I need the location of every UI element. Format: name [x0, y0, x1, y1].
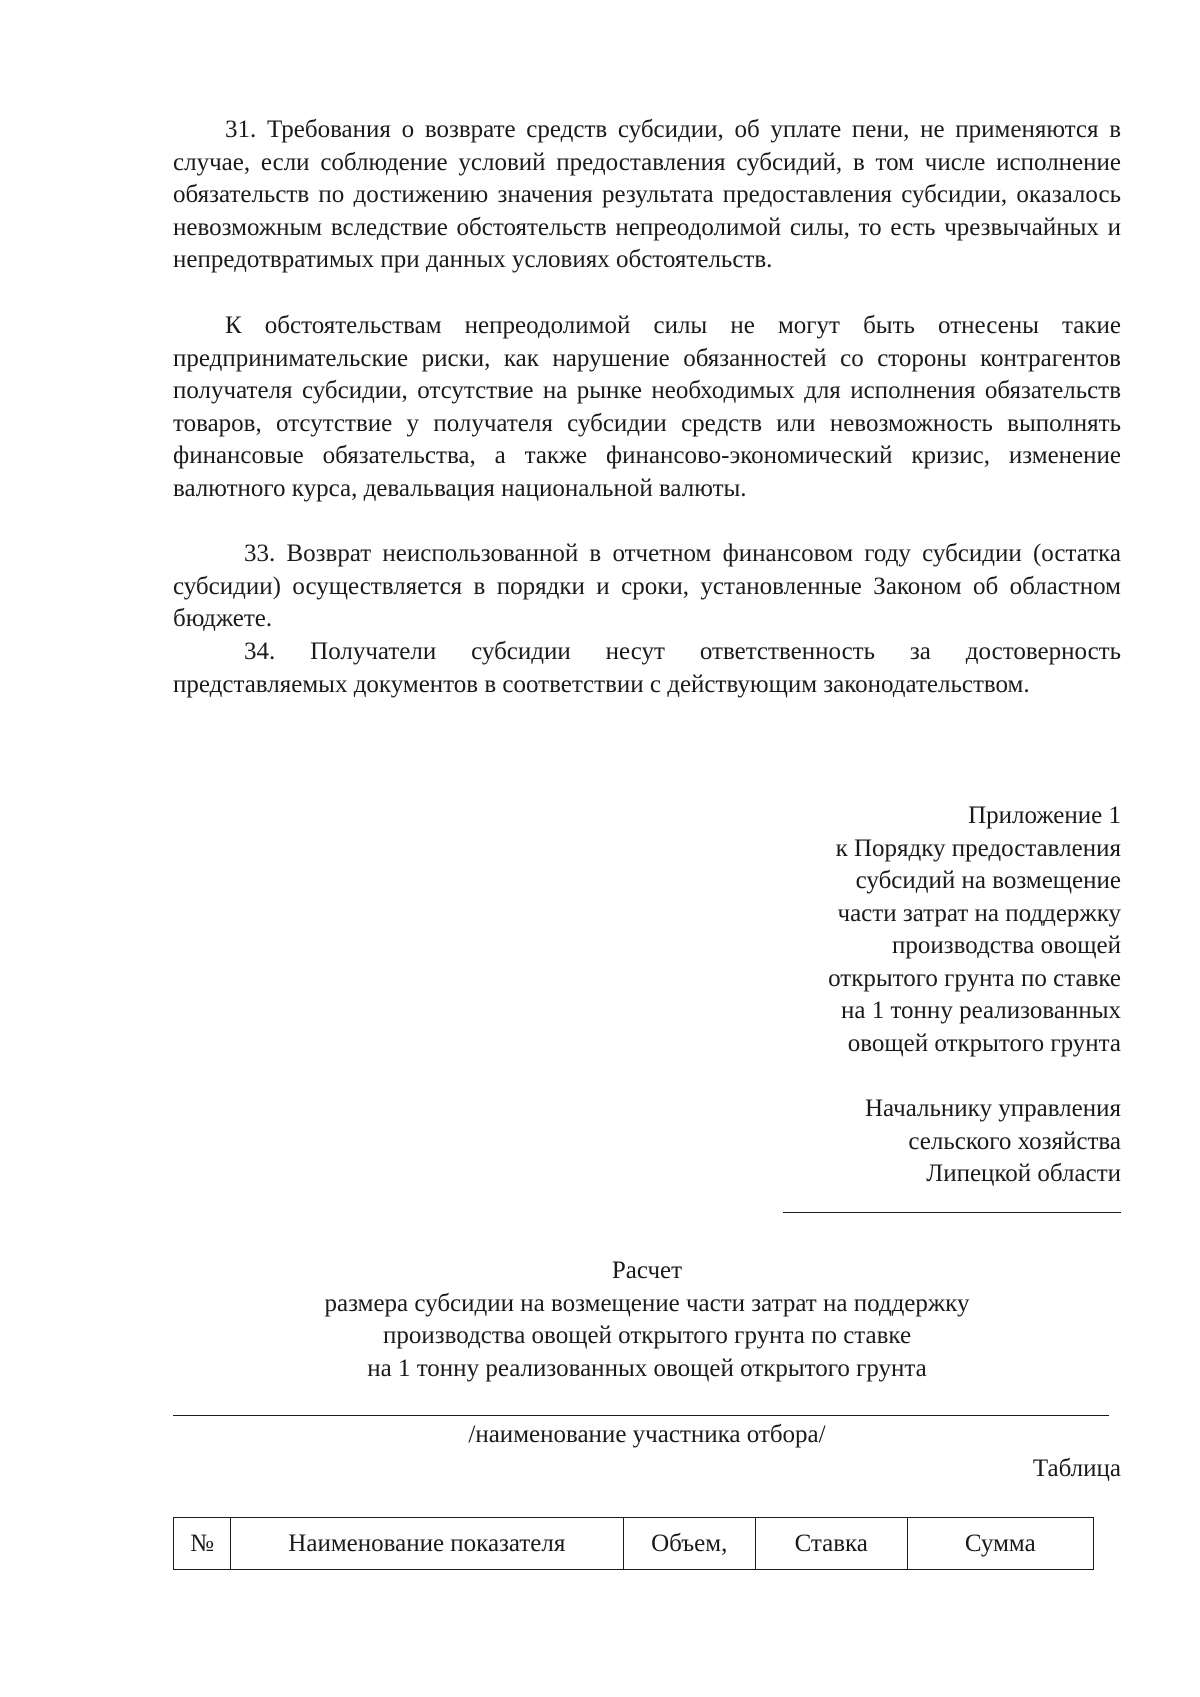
addressee-line: Начальнику управления	[865, 1095, 1121, 1122]
paragraph-34: 34. Получатели субсидии несут ответственность за достоверность представляемых документов в соответствии с действующим законодательством.	[173, 638, 1121, 698]
addressee-block	[701, 1093, 1121, 1191]
paragraph-force-majeure: К обстоятельствам непреодолимой силы не могут быть отнесены такие предпринимательские риски, как нарушение обязанностей со стороны контрагентов получателя субсидии, отсутствие на рынке необходимых для исполнения обязательств товаров, отсутствие у получателя субсидии средств или невозможность выполнять финансовые обязательства, а также финансово-экономический кризис, изменение валютного курса, девальвация национальной валюты.	[173, 312, 1121, 502]
annex-line: производства овощей	[892, 932, 1121, 959]
table-header-cell-indicator: Наименование показателя	[231, 1518, 623, 1570]
table-header-row	[174, 1518, 1094, 1570]
addressee-signature-line	[783, 1212, 1121, 1213]
calculation-title	[173, 1255, 1121, 1385]
annex-line: на 1 тонну реализованных	[840, 997, 1121, 1024]
annex-line: овощей открытого грунта	[847, 1029, 1121, 1057]
table-header-cell-sum: Сумма	[907, 1518, 1093, 1570]
table-caption: Таблица	[1032, 1455, 1121, 1482]
addressee-line: сельского хозяйства	[908, 1127, 1121, 1155]
calculation-title-line: Расчет	[611, 1257, 683, 1284]
addressee-line: Липецкой области	[926, 1160, 1121, 1187]
calculation-title-line: производства овощей открытого грунта по ставке	[382, 1322, 912, 1349]
table-header-cell-number: №	[174, 1518, 231, 1570]
annex-line: к Порядку предоставления	[835, 834, 1121, 862]
paragraph-33: 33. Возврат неиспользованной в отчетном финансовом году субсидии (остатка субсидии) осуществляется в порядки и сроки, установленные Законом об областном бюджете.	[173, 540, 1121, 632]
table-header-cell-rate: Ставка	[755, 1518, 907, 1570]
table-header-cell-volume: Объем,	[623, 1518, 755, 1570]
annex-line: субсидий на возмещение	[855, 867, 1121, 894]
paragraph-31: 31. Требования о возврате средств субсидии, об уплате пени, не применяются в случае, если соблюдение условий предоставления субсидий, в том числе исполнение обязательств по достижению значения результата предоставления субсидии, оказалось невозможным вследствие обстоятельств непреодолимой силы, то есть чрезвычайных и непредотвратимых при данных условиях обстоятельств.	[173, 116, 1121, 273]
participant-name-line	[173, 1415, 1109, 1416]
annex-header	[701, 800, 1121, 1060]
document-page	[173, 0, 1121, 1697]
annex-line: Приложение 1	[968, 802, 1121, 829]
calculation-title-line: размера субсидии на возмещение части затрат на поддержку	[324, 1289, 970, 1317]
calculation-table	[173, 1517, 1094, 1570]
annex-line: части затрат на поддержку	[837, 899, 1121, 927]
participant-name-caption: /наименование участника отбора/	[468, 1421, 826, 1448]
calculation-title-line: на 1 тонну реализованных овощей открытого грунта	[367, 1354, 927, 1382]
annex-line: открытого грунта по ставке	[828, 964, 1121, 992]
